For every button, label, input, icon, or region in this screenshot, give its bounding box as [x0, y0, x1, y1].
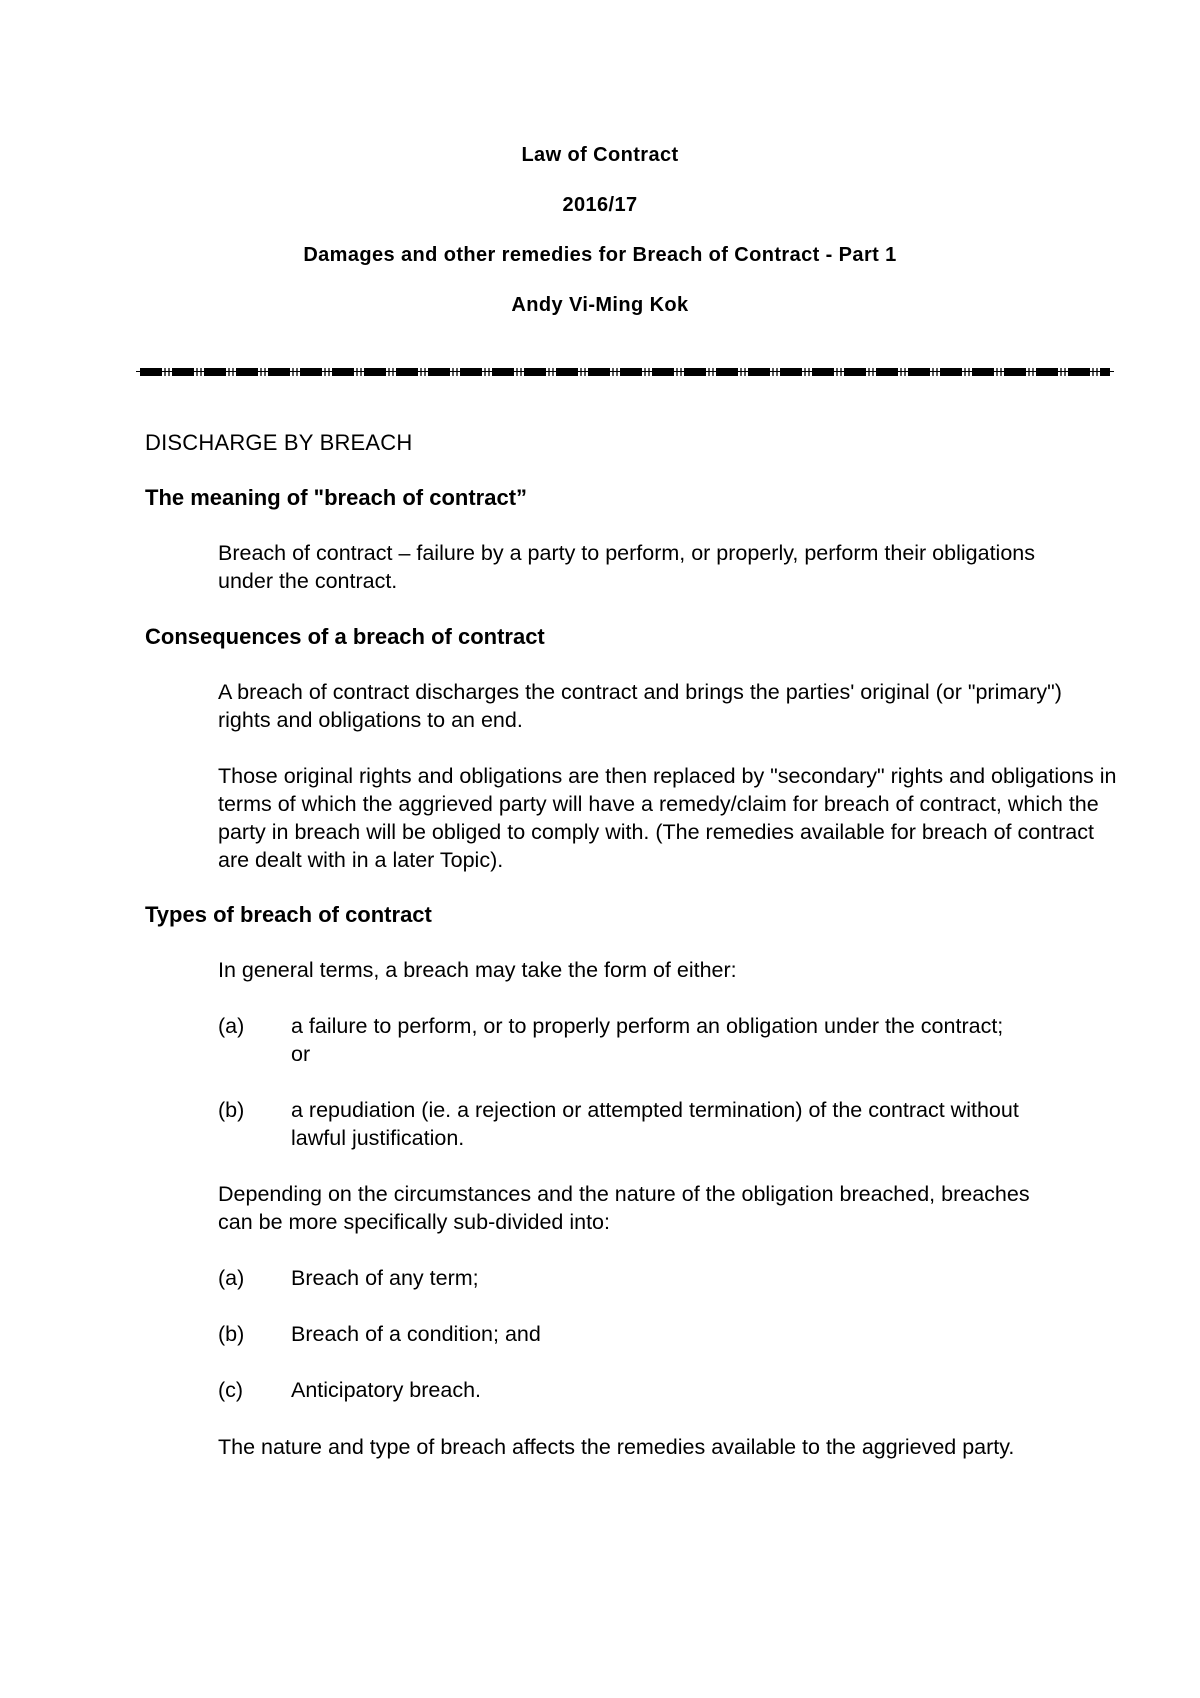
- section-title: DISCHARGE BY BREACH: [145, 430, 413, 455]
- author-name: Andy Vi-Ming Kok: [511, 294, 689, 316]
- subtype-b-letter: (b): [218, 1322, 245, 1346]
- academic-year: 2016/17: [562, 194, 638, 216]
- subtype-a-text: Breach of any term;: [291, 1266, 479, 1290]
- topic-title: Damages and other remedies for Breach of Contract - Part 1: [303, 244, 897, 266]
- subtype-c-letter: (c): [218, 1378, 244, 1402]
- form-a-letter: (a): [218, 1014, 245, 1038]
- form-b-text: a repudiation (ie. a rejection or attempted termination) of the contract without lawful justification.: [291, 1098, 1019, 1150]
- form-a-text: a failure to perform, or to properly perform an obligation under the contract; or: [291, 1014, 1004, 1066]
- types-intro: In general terms, a breach may take the form of either:: [218, 958, 737, 982]
- subtype-b-text: Breach of a condition; and: [291, 1322, 541, 1346]
- consequences-para-1: A breach of contract discharges the contract and brings the parties' original (or "primary") rights and obligations to an end.: [218, 680, 1062, 732]
- subtype-a-letter: (a): [218, 1266, 245, 1290]
- types-heading: Types of breach of contract: [145, 902, 432, 927]
- closing-text: The nature and type of breach affects the remedies available to the aggrieved party.: [218, 1435, 1015, 1459]
- form-b-letter: (b): [218, 1098, 245, 1122]
- subdivision-intro: Depending on the circumstances and the nature of the obligation breached, breaches can be more specifically sub-divided into:: [218, 1182, 1030, 1234]
- meaning-text: Breach of contract – failure by a party to perform, or properly, perform their obligations under the contract.: [218, 541, 1035, 593]
- section-divider: [140, 368, 1110, 376]
- meaning-heading: The meaning of "breach of contract”: [145, 485, 528, 510]
- course-title: Law of Contract: [521, 144, 679, 166]
- consequences-para-2: Those original rights and obligations are then replaced by "secondary" rights and obligations in terms of which the aggrieved party will have a remedy/claim for breach of contract, which the party in breach will be obliged to comply with. (The remedies available for breach of contract are dealt with in a later Topic).: [218, 764, 1117, 872]
- subtype-c-text: Anticipatory breach.: [291, 1378, 482, 1402]
- consequences-heading: Consequences of a breach of contract: [145, 624, 545, 649]
